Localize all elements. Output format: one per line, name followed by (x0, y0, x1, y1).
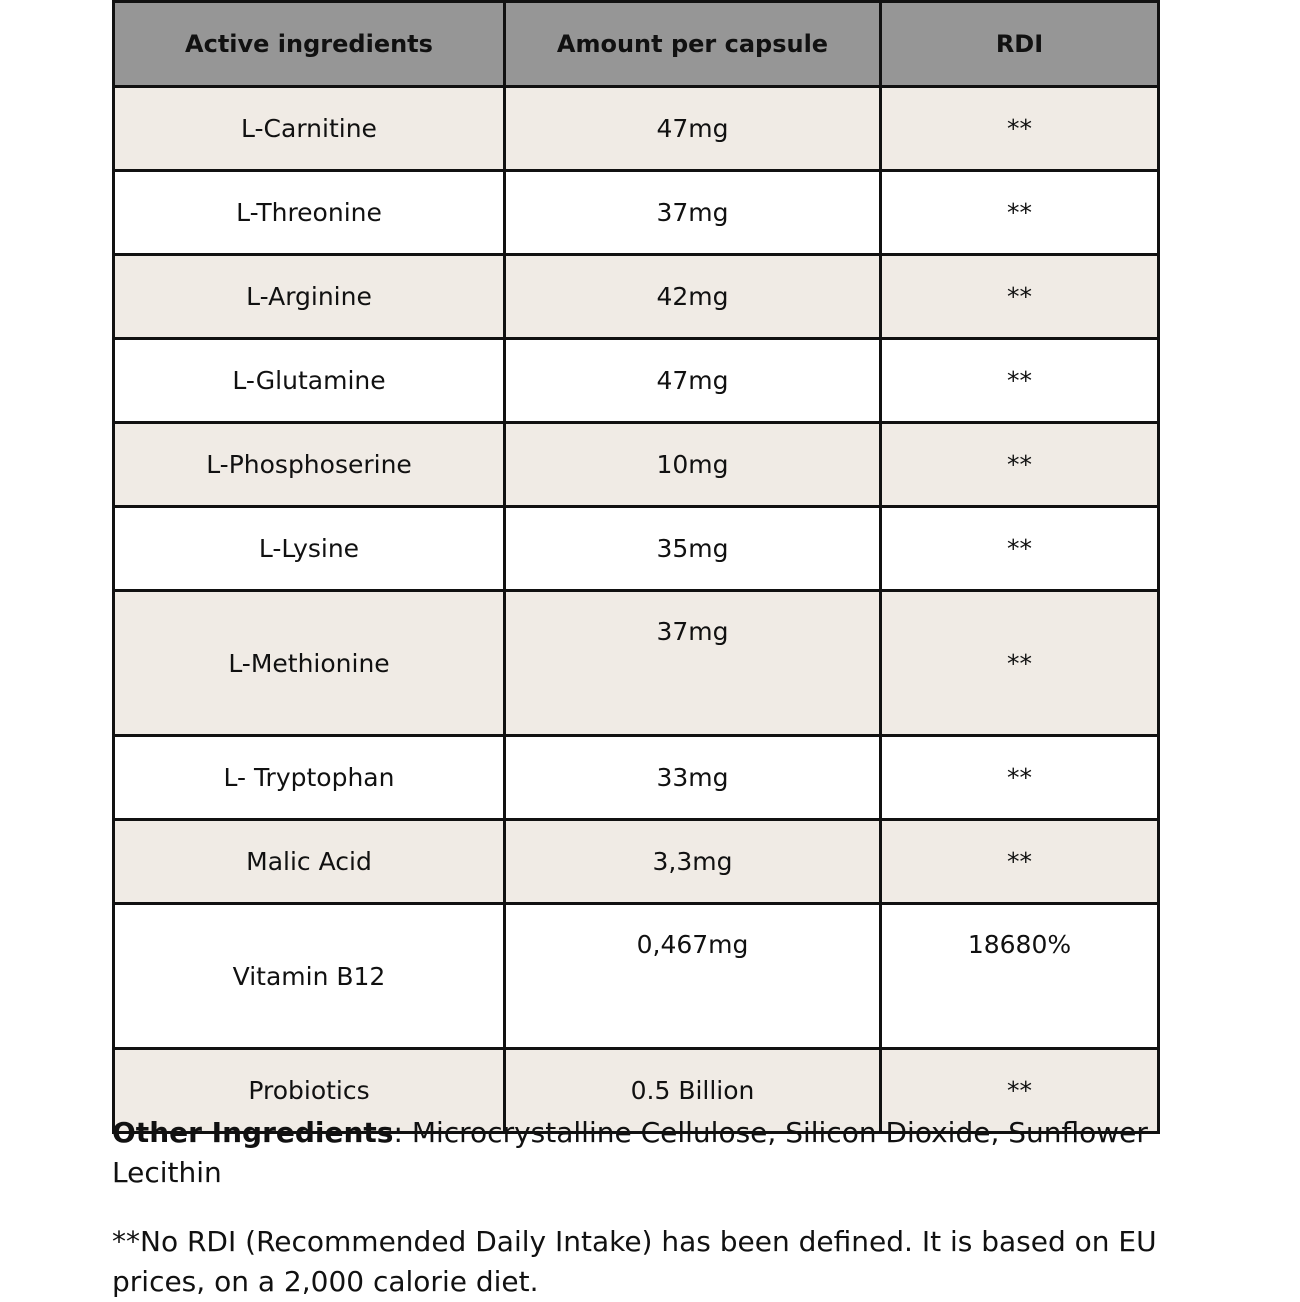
table-row (114, 171, 1159, 255)
ingredient-cell: L-Threonine (114, 171, 505, 255)
ingredient-cell: L-Methionine (114, 591, 505, 736)
ingredient-cell: L- Tryptophan (114, 736, 505, 820)
amount-cell: 0,467mg (505, 904, 881, 1049)
table-row (114, 820, 1159, 904)
ingredient-cell: L-Phosphoserine (114, 423, 505, 507)
table-row (114, 507, 1159, 591)
header-active-ingredients: Active ingredients (114, 2, 505, 87)
rdi-cell: ** (881, 339, 1159, 423)
supplement-facts-table (112, 0, 1160, 1134)
table-row (114, 591, 1159, 736)
rdi-cell: 18680% (881, 904, 1159, 1049)
rdi-cell: ** (881, 171, 1159, 255)
other-ingredients-label: Other Ingredients (112, 1116, 394, 1149)
ingredient-cell: L-Lysine (114, 507, 505, 591)
table-row (114, 736, 1159, 820)
header-amount-per-capsule: Amount per capsule (505, 2, 881, 87)
amount-cell: 10mg (505, 423, 881, 507)
table-row (114, 904, 1159, 1049)
other-ingredients-text: : Microcrystalline Cellulose, Silicon Dioxide, Sunflower Lecithin (112, 1116, 1148, 1189)
amount-cell: 37mg (505, 591, 881, 736)
rdi-cell: ** (881, 820, 1159, 904)
amount-cell: 0.5 Billion (505, 1049, 881, 1133)
ingredient-cell: L-Glutamine (114, 339, 505, 423)
rdi-cell: ** (881, 255, 1159, 339)
amount-cell: 35mg (505, 507, 881, 591)
table-row (114, 423, 1159, 507)
amount-cell: 37mg (505, 171, 881, 255)
header-rdi: RDI (881, 2, 1159, 87)
amount-cell: 42mg (505, 255, 881, 339)
table-row (114, 255, 1159, 339)
ingredient-cell: L-Arginine (114, 255, 505, 339)
rdi-cell: ** (881, 507, 1159, 591)
rdi-cell: ** (881, 736, 1159, 820)
ingredient-cell: Malic Acid (114, 820, 505, 904)
amount-cell: 47mg (505, 87, 881, 171)
other-ingredients-note (112, 1113, 1172, 1193)
amount-cell: 47mg (505, 339, 881, 423)
rdi-footnote: **No RDI (Recommended Daily Intake) has been defined. It is based on EU prices, on a 2,000 calorie diet. (112, 1225, 1157, 1298)
table-row (114, 87, 1159, 171)
rdi-cell: ** (881, 87, 1159, 171)
table-row (114, 339, 1159, 423)
table-header-row (114, 2, 1159, 87)
amount-cell: 33mg (505, 736, 881, 820)
amount-cell: 3,3mg (505, 820, 881, 904)
rdi-cell: ** (881, 423, 1159, 507)
rdi-cell: ** (881, 591, 1159, 736)
ingredient-cell: Probiotics (114, 1049, 505, 1133)
ingredient-cell: L-Carnitine (114, 87, 505, 171)
ingredient-cell: Vitamin B12 (114, 904, 505, 1049)
rdi-cell: ** (881, 1049, 1159, 1133)
